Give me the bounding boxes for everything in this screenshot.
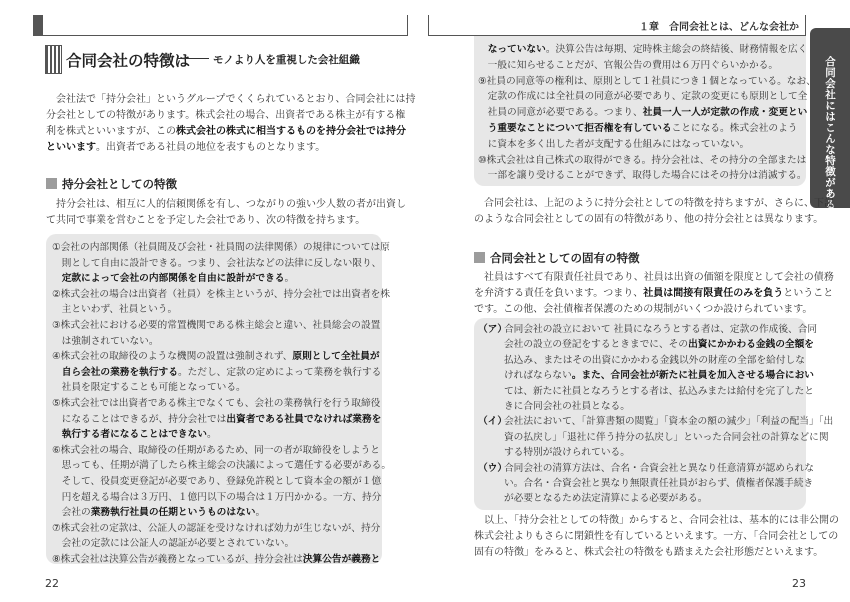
list-line: ては、新たに社員となろうとする者は、払込みまたは給付を完了したと	[504, 385, 814, 397]
section-square-icon	[46, 178, 57, 189]
page-number-left: 22	[45, 577, 59, 590]
right-paragraph-2: 社員はすべて有限責任社員であり、社員は出資の価額を限度として会社の債務 を弁済する責任を負います。つまり、社員は間接有限責任のみを負うということ です。この他、会社債権者保護のための規制がいくつか設けられています。	[474, 272, 834, 315]
section-square-icon	[474, 252, 485, 263]
intro-paragraph: 会社法で「持分会社」というグループでくくられているとおり、合同会社には持 分会社としての特徴があります。株式会社の場合、出資者である株主が有する権 利を株式といいますが、この株式会社の株式に相当するものを持分会社では持分 といいます。出資者である社員の地位を表すものとなります。	[46, 94, 416, 153]
chapter-title: １章 合同会社とは、どんな会社か	[639, 22, 799, 33]
heading-dash	[177, 58, 209, 59]
list-line: 社員を限定することも可能となっている。	[52, 382, 246, 394]
list-line: 執行する者になることはできない。	[61, 429, 217, 441]
list-line: になることはできるが、持分会社では出資者である社員でなければ業務を	[52, 413, 382, 425]
list-line: （ウ）合同会社の清算方法は、合名・合資会社と異なり任意清算が認められな	[478, 462, 814, 474]
list-line: ⑦株式会社の定款は、公証人の認証を受けなければ効力が生じないが、持分	[52, 522, 381, 534]
list-line: なっていない。決算公告は毎期、定時株主総会の終結後、財務情報を広く	[487, 44, 808, 55]
list-line: そして、役員変更登記が必要であり、登録免許税として資本金の額が１億	[52, 476, 382, 487]
section1-intro: 持分会社は、相互に人的信頼関係を有し、つながりの強い少人数の者が出資し て共同で事業を営むことを予定した会社であり、次の特徴を持ちます。	[46, 199, 406, 226]
list-line: ②株式会社の場合は出資者（社員）を株主というが、持分会社では出資者を株	[52, 288, 391, 300]
list-line: （イ）会社法において、「計算書類の閲覧」「資本金の額の減少」「利益の配当」「出	[478, 416, 834, 428]
list-line: ⑧株式会社は決算公告が義務となっているが、持分会社は決算公告が義務と	[52, 554, 381, 565]
list-line: 自ら会社の業務を執行する。ただし、定款の定めによって業務を執行する	[61, 366, 382, 378]
list-line: が必要となるため法定清算による必要がある。	[504, 493, 708, 505]
heading-bar-icon	[45, 45, 62, 74]
list-line: する特別が設けられている。	[504, 447, 630, 459]
list-line: 一部を譲り受けることができず、取得した場合にはその持分は消滅する。	[478, 170, 807, 182]
list-line: 定款によって会社の内部関係を自由に設計ができる。	[61, 273, 295, 285]
page-number-right: 23	[792, 577, 806, 590]
list-line: に資本を多く出した者が支配する仕組みにはなっていない。	[478, 138, 750, 150]
list-line: ⑨社員の同意等の権利は、原則として１社員につき１個となっている。なお、	[478, 75, 816, 87]
list-line: 払込み、またはその出資にかかわる金銭以外の財産の全部を給付しな	[504, 354, 805, 366]
list-line: ③株式会社における必要的常置機関である株主総会と違い、社員総会の設置	[52, 320, 381, 331]
list-line: 定款の作成には全社員の同意が必要であり、定款の変更にも原則として全	[478, 91, 808, 103]
right-paragraph-3: 以上、「持分会社としての特徴」からすると、合同会社は、基本的には非公開の 株式会社よりもさらに閉鎖性を有しているといえます。一方、「合同会社としての 固有の特徴」をみると、株式会社の特徴をも踏まえた会社形態だといえます。	[474, 515, 839, 558]
list-line: 一般に知らせることだが、官報公告の費用は６万円ぐらいかかる。	[478, 59, 779, 71]
section-heading-mochibun: 持分会社としての特徴	[46, 176, 177, 192]
list-line: ⑤株式会社では出資者である株主でなくても、会社の業務執行を行う取締役	[52, 398, 381, 409]
list-line: ⑩株式会社は自己株式の取得ができる。持分会社は、その持分の全部または	[478, 154, 807, 166]
list-line: 思っても、任期が満了したら株主総会の決議によって選任する必要がある。	[52, 460, 392, 472]
list-line: 資の払戻し」「退社に伴う持分の払戻し」といった合同会社の計算などに関	[504, 431, 829, 443]
list-line: 主といわず、社員という。	[52, 304, 178, 316]
list-line: ①会社の内部関係（社員間及び会社・社員間の法律関係）の規律については原	[52, 242, 390, 253]
list-line: い。合名・合資会社と異なり無限責任社員がおらず、債権者保護手続き	[504, 478, 814, 489]
list-line: 則として自由に設計できる。つまり、会社法などの法律に反しない限り、	[52, 257, 382, 269]
list-line: ⑥株式会社の場合、取締役の任期があるため、同一の者が取締役をしようと	[52, 444, 380, 456]
list-line: う重要なことについて拒否権を有していることになる。株式会社のよう	[487, 123, 798, 134]
list-line: きに合同会社の社員となる。	[504, 401, 630, 412]
list-line: （ア）合同会社の設立において 社員になろうとする者は、定款の作成後、合同	[478, 324, 818, 335]
list-line: は強制されていない。	[52, 335, 159, 347]
heading-subtitle: モノより人を重視した会社組織	[213, 54, 360, 66]
list-line: 円を超える場合は３万円、１億円以下の場合は１万円かかる。一方、持分	[52, 491, 382, 503]
right-paragraph-1: 合同会社は、上記のように持分会社としての特徴を持ちますが、さらに、下記 のような合同会社としての固有の特徴があり、他の持分会社とは異なります。	[474, 198, 834, 225]
list-line: 社員の同意が必要である。つまり、社員一人一人が定款の作成・変更とい	[478, 107, 808, 119]
list-line: ④株式会社の取締役のような機関の設置は強制されず、原則として全社員が	[52, 351, 380, 363]
list-line: ければならない。また、合同会社が新たに社員を加入させる場合におい	[504, 370, 814, 382]
list-line: 会社の設立の登記をするときまでに、その出資にかかわる金銭の全額を	[504, 339, 814, 351]
list-line: 会社の業務執行社員の任期というものはない。	[52, 507, 266, 519]
side-tab-label: 合同会社にはこんな特徴がある	[824, 56, 836, 210]
left-header-strip	[33, 15, 408, 36]
list-line: 会社の定款には公証人の認証が必要とされていない。	[52, 538, 295, 550]
right-header-strip	[428, 15, 806, 36]
section-heading-godo: 合同会社としての固有の特徴	[474, 250, 640, 266]
heading-title: 合同会社の特徴は	[66, 52, 191, 70]
